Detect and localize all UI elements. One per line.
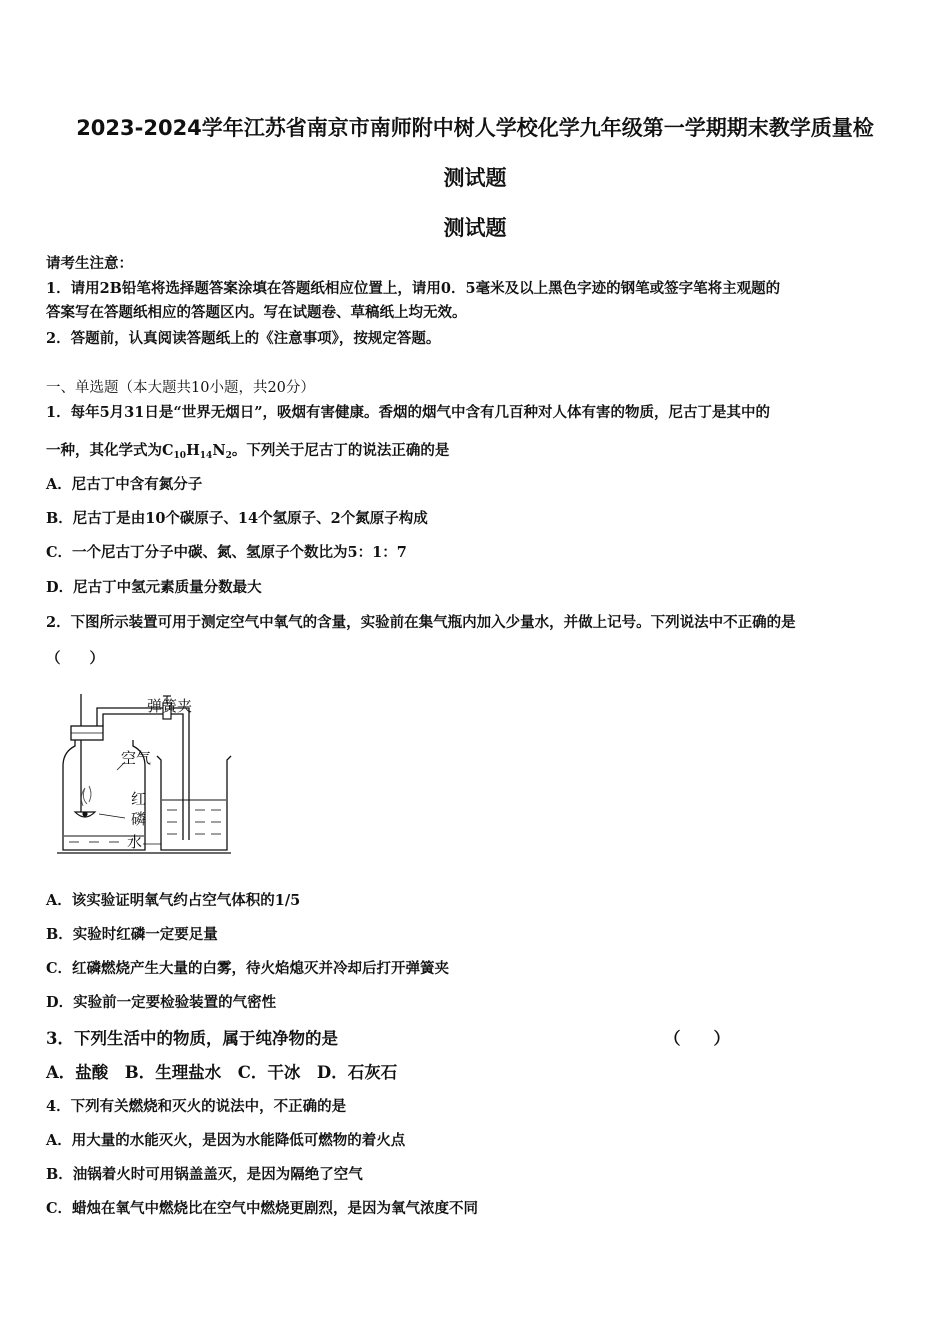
label-air: 空气 [121, 749, 152, 767]
label-phosphorus: 磷 [131, 810, 147, 828]
q1-stem-prefix: 一种，其化学式为 [46, 442, 162, 459]
q1-option-a: A．尼古丁中含有氮分子 [46, 476, 203, 493]
section-heading: 一、单选题（本大题共10小题，共20分） [46, 380, 315, 396]
q1-stem-suffix: 。下列关于尼古丁的说法正确的是 [231, 442, 450, 459]
q4-option-a: A．用大量的水能灭火，是因为水能降低可燃物的着火点 [46, 1132, 406, 1149]
notice-item-2: 2．答题前，认真阅读答题纸上的《注意事项》，按规定答题。 [46, 330, 441, 347]
q1-option-c: C．一个尼古丁分子中碳、氮、氢原子个数比为5：1：7 [46, 544, 407, 561]
notice-item-1-line-2: 答案写在答题纸相应的答题区内。写在试题卷、草稿纸上均无效。 [46, 304, 467, 321]
q2-option-c: C．红磷燃烧产生大量的白雾，待火焰熄灭并冷却后打开弹簧夹 [46, 960, 450, 977]
q2-option-b: B．实验时红磷一定要足量 [46, 926, 218, 943]
q4-option-c: C．蜡烛在氧气中燃烧比在空气中燃烧更剧烈，是因为氧气浓度不同 [46, 1200, 479, 1217]
exam-title-line1: 2023-2024学年江苏省南京市南师附中树人学校化学九年级第一学期期末教学质量检 [76, 116, 874, 140]
q1-formula: $C_{10}H_{14}N_2$ [162, 442, 232, 461]
q4-option-b: B．油锅着火时可用锅盖盖灭，是因为隔绝了空气 [46, 1166, 363, 1183]
q2-option-a: A．该实验证明氧气约占空气体积的1/5 [46, 892, 301, 909]
label-water: 水 [127, 833, 143, 851]
notice-item-1-line-1: 1．请用2B铅笔将选择题答案涂填在答题纸相应位置上，请用0．5毫米及以上黑色字迹的钢笔或签字笔将主观题的 [46, 280, 781, 297]
q2-stem-line-1: 2．下图所示装置可用于测定空气中氧气的含量，实验前在集气瓶内加入少量水，并做上记号。下列说法中不正确的是 [46, 614, 796, 631]
q2-option-d: D．实验前一定要检验装置的气密性 [46, 994, 277, 1011]
q1-stem-line-2 [46, 439, 449, 461]
exam-title-line2: 测试题 [443, 166, 507, 190]
label-red: 红 [131, 790, 147, 808]
notice-heading: 请考生注意： [46, 255, 133, 272]
q4-stem: 4．下列有关燃烧和灭火的说法中，不正确的是 [46, 1098, 347, 1115]
q3-stem: 3．下列生活中的物质，属于纯净物的是 [46, 1029, 338, 1048]
q1-option-d: D．尼古丁中氢元素质量分数最大 [46, 579, 262, 596]
exam-subtitle: 测试题 [443, 216, 507, 240]
q3-answer-blank: （ ） [664, 1029, 730, 1048]
q2-stem-line-2: （ ） [46, 650, 104, 667]
experiment-apparatus-figure [55, 690, 265, 860]
label-spring-clamp: 弹簧夹 [147, 697, 193, 715]
q1-option-b: B．尼古丁是由10个碳原子、14个氢原子、2个氮原子构成 [46, 510, 428, 527]
q3-options: A．盐酸 B．生理盐水 C．干冰 D．石灰石 [46, 1063, 398, 1082]
q1-stem-line-1: 1．每年5月31日是“世界无烟日”，吸烟有害健康。香烟的烟气中含有几百种对人体有害的物质，尼古丁是其中的 [46, 404, 771, 421]
